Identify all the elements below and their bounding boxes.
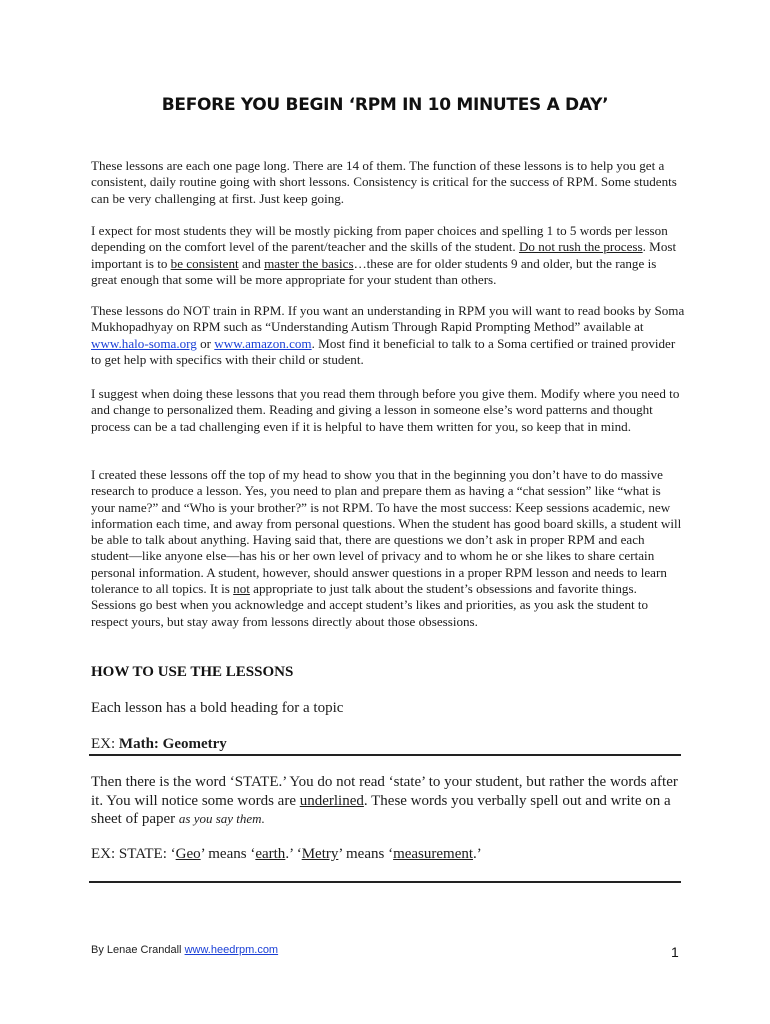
text-run: . These words you verbally spell out and write on a sheet of paper (91, 792, 671, 827)
text-run: appropriate to just talk about the student’s obsessions and favorite things. Sessions go best when you acknowledge and accept student’s likes and priorities, as you ask the student to respect yours, but stay away from lessons directly about those obsessions. (91, 581, 649, 629)
state-paragraph (91, 773, 691, 829)
underlined-text: be consistent (170, 255, 239, 271)
underlined-text: Metry (301, 846, 339, 862)
training-paragraph (91, 303, 685, 368)
page-number: 1 (671, 944, 679, 960)
example-heading-line (91, 735, 691, 754)
text-run: EX: (91, 736, 119, 752)
text-run: .’ ‘ (285, 846, 302, 862)
text-run: I expect for most students they will be mostly picking from paper choices and spelling 1 to 5 words per lesson depending on the comfort level of the parent/teacher and the skills of the student. (91, 223, 668, 255)
underlined-text: Do not rush the process (518, 239, 643, 255)
underlined-text: master the basics (264, 255, 354, 271)
creation-paragraph (91, 467, 685, 630)
italic-text: as you say them. (178, 811, 265, 826)
text-run: EX: STATE: ‘ (91, 846, 176, 862)
text-run: ’ means ‘ (200, 846, 256, 862)
website-link[interactable]: www.heedrpm.com (184, 944, 279, 956)
text-run: Then there is the word ‘STATE.’ You do not read ‘state’ to your student, but rather the words after it. You will notice some words are (91, 774, 678, 809)
expectations-paragraph (91, 223, 685, 288)
halo-soma-link[interactable]: www.halo-soma.org (91, 335, 197, 351)
section-heading: HOW TO USE THE LESSONS (91, 664, 294, 680)
divider (89, 754, 681, 756)
underlined-text: earth (255, 846, 286, 862)
lesson-description: Each lesson has a bold heading for a topic (91, 700, 344, 716)
divider (89, 881, 681, 883)
text-run: . Most find it beneficial to talk to a Soma certified or trained provider to get help with specifics with their child or student. (91, 335, 676, 367)
amazon-link[interactable]: www.amazon.com (214, 335, 312, 351)
footer-author (91, 944, 278, 956)
suggestion-paragraph: I suggest when doing these lessons that you read them through before you give them. Modify where you need to and change to personalized them. Reading and giving a lesson in someone else’s word patterns and thought process can be a tad challenging even if it is helpful to have them written for you, so keep that in mind. (91, 386, 680, 434)
author-text: By Lenae Crandall (91, 944, 185, 956)
underlined-text: not (233, 581, 250, 597)
text-run: .’ (473, 846, 482, 862)
text-run: …these are for older students 9 and older, but the range is great enough that some will be more appropriate for your student than others. (91, 255, 657, 287)
underlined-text: Geo (175, 846, 201, 862)
intro-paragraph: These lessons are each one page long. There are 14 of them. The function of these lessons is to help you get a consistent, daily routine going with short lessons. Consistency is critical for the success of RPM. Some students can be very challenging at first. Just keep going. (91, 158, 677, 206)
text-run: or (196, 335, 215, 351)
underlined-text: measurement (393, 846, 474, 862)
bold-example-text: Math: Geometry (118, 736, 227, 752)
text-run: ’ means ‘ (338, 846, 394, 862)
text-run: I created these lessons off the top of my head to show you that in the beginning you don’t have to do massive research to produce a lesson. Yes, you need to plan and prepare them as having a “chat session” like “what is your name?” and “Who is your brother?” is not RPM. To have the most success: Keep sessions academic, new information each time, and away from personal questions. When the student has good board skills, a student will be able to talk about anything. Having said that, there are questions we don’t ask in proper RPM and each student—like anyone else—has his or her own level of privacy and to whom he or she likes to share certain personal information. A student, however, should answer questions in a proper RPM lesson and needs to learn tolerance to all topics. It is (91, 467, 682, 597)
example-state-line (91, 845, 691, 864)
underlined-text: underlined (299, 792, 364, 809)
text-run: and (238, 255, 265, 271)
text-run: These lessons do NOT train in RPM. If you want an understanding in RPM you will want to read books by Soma Mukhopadhyay on RPM such as “Understanding Autism Through Rapid Prompting Method” available at (91, 303, 685, 335)
text-run: . Most important is to (91, 239, 677, 271)
page-title: BEFORE YOU BEGIN ‘RPM IN 10 MINUTES A DAY’ (161, 95, 609, 115)
